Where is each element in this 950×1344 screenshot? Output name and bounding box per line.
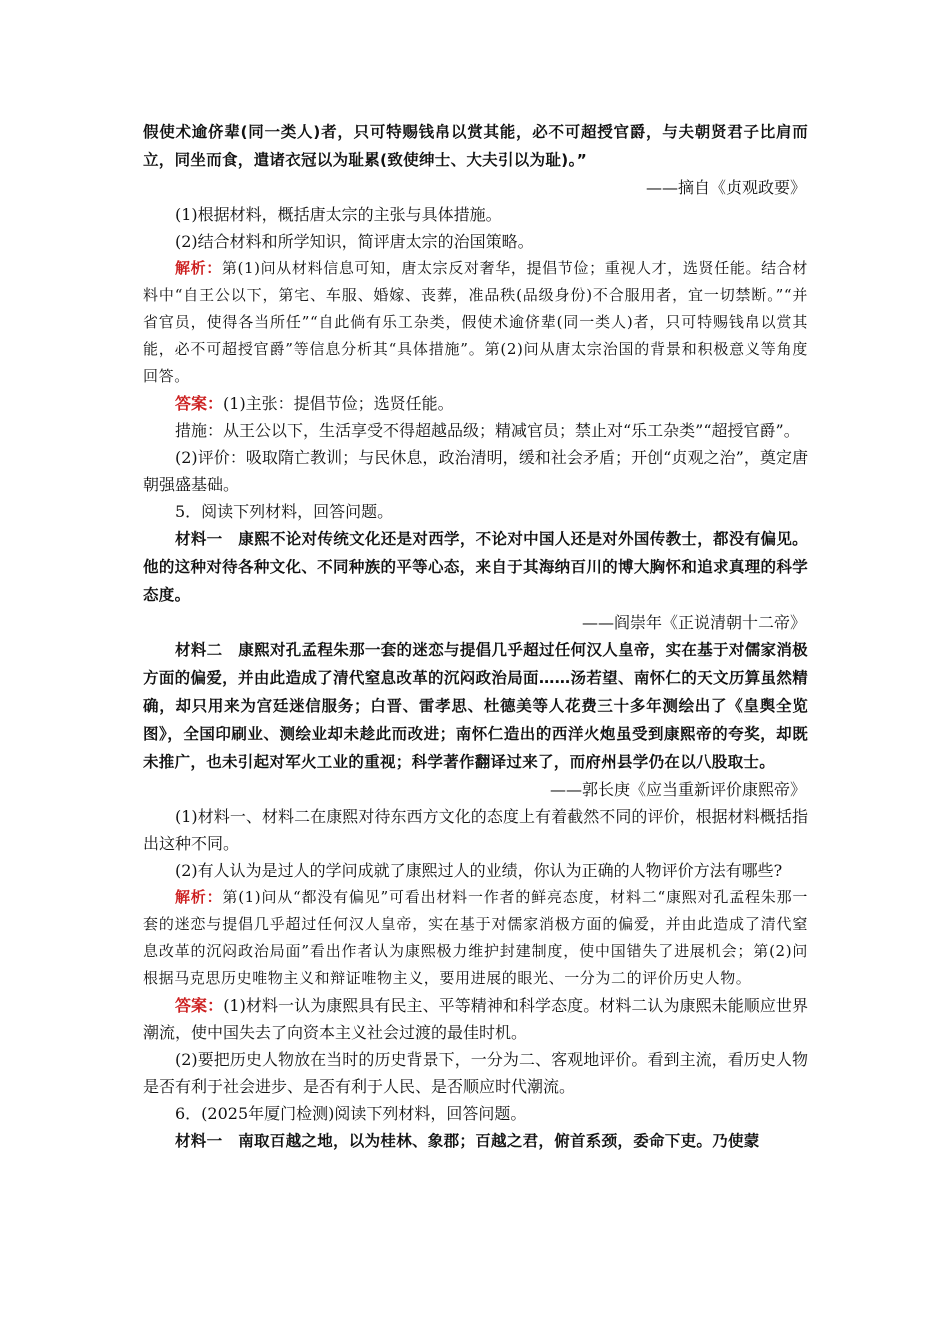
document-page [143, 118, 808, 1155]
source-citation: ——郭长庚《应当重新评价康熙帝》 [549, 780, 806, 799]
question-intro: 6．(2025年厦门检测)阅读下列材料，回答问题。 [175, 1104, 527, 1123]
source-citation: ——摘自《贞观政要》 [645, 178, 806, 197]
material-two: 材料二 康熙对孔孟程朱那一套的迷恋与提倡几乎超过任何汉人皇帝，实在基于对儒家消极方面的偏爱，并由此造成了清代窒息改革的沉闷政治局面……汤若望、南怀仁的天文历算虽然精确，却只用来为宫廷迷信服务；白晋、雷孝思、杜德美等人花费三十多年测绘出了《皇舆全览图》，全国印刷业、测绘业却未趁此而改进；南怀仁造出的西洋火炮虽受到康熙帝的夸奖，却既未推广，也未引起对军火工业的重视；科学著作翻译过来了，而府州县学仍在以八股取士。 [143, 641, 808, 771]
material-one: 材料一 南取百越之地，以为桂林、象郡；百越之君，俯首系颈，委命下吏。乃使蒙 [175, 1132, 760, 1150]
answer-label: 答案： [175, 996, 224, 1015]
question-1: (1)材料一、材料二在康熙对待东西方文化的态度上有着截然不同的评价，根据材料概括指出这种不同。 [143, 807, 808, 853]
material-one: 材料一 康熙不论对传统文化还是对西学，不论对中国人还是对外国传教士，都没有偏见。他的这种对待各种文化、不同种族的平等心态，来自于其海纳百川的博大胸怀和追求真理的科学态度。 [143, 530, 808, 604]
question-intro: 5．阅读下列材料，回答问题。 [175, 502, 394, 521]
answer-paragraph [143, 390, 808, 417]
question-2: (2)有人认为是过人的学问成就了康熙过人的业绩，你认为正确的人物评价方法有哪些? [175, 861, 783, 880]
analysis-paragraph [143, 884, 808, 992]
source-citation: ——阎崇年《正说清朝十二帝》 [581, 613, 806, 632]
analysis-text: 第(1)问从材料信息可知，唐太宗反对奢华，提倡节俭；重视人才，选贤任能。结合材料中“自王公以下，第宅、车服、婚嫁、丧葬，准品秩(品级身份)不合服用者，宜一切禁断。”“并省官员，使得各当所任”“自此倘有乐工杂类，假使术逾侪辈(同一类人)者，只可特赐钱帛以赏其能，必不可超授官爵”等信息分析其“具体措施”。第(2)问从唐太宗治国的背景和积极意义等角度回答。 [143, 259, 808, 385]
analysis-label: 解析： [175, 259, 222, 277]
analysis-text: 第(1)问从“都没有偏见”可看出材料一作者的鲜亮态度，材料二“康熙对孔孟程朱那一套的迷恋与提倡几乎超过任何汉人皇帝，实在基于对儒家消极方面的偏爱，并由此造成了清代窒息改革的沉闷政治局面”看出作者认为康熙极力维护封建制度，使中国错失了进展机会；第(2)问根据马克思历史唯物主义和辩证唯物主义，要用进展的眼光、一分为二的评价历史人物。 [143, 888, 808, 987]
analysis-label: 解析： [175, 888, 223, 906]
answer-text: (1)材料一认为康熙具有民主、平等精神和科学态度。材料二认为康熙未能顺应世界潮流，使中国失去了向资本主义社会过渡的最佳时机。 [143, 996, 808, 1042]
answer-method: (2)要把历史人物放在当时的历史背景下，一分为二、客观地评价。看到主流，看历史人物是否有利于社会进步、是否有利于人民、是否顺应时代潮流。 [143, 1050, 808, 1096]
question-1: (1)根据材料，概括唐太宗的主张与具体措施。 [175, 205, 502, 224]
answer-text: (1)主张：提倡节俭；选贤任能。 [223, 394, 454, 413]
question-2: (2)结合材料和所学知识，简评唐太宗的治国策略。 [175, 232, 534, 251]
answer-label: 答案： [175, 394, 224, 413]
material-text: 假使术逾侪辈(同一类人)者，只可特赐钱帛以赏其能，必不可超授官爵，与夫朝贤君子比肩而立，同坐而食，遣诸衣冠以为耻累(致使绅士、大夫引以为耻)。” [143, 123, 808, 169]
analysis-paragraph [143, 255, 808, 390]
answer-paragraph [143, 992, 808, 1046]
answer-evaluation: (2)评价：吸取隋亡教训；与民休息，政治清明，缓和社会矛盾；开创“贞观之治”，奠定唐朝强盛基础。 [143, 448, 808, 494]
answer-measures: 措施：从王公以下，生活享受不得超越品级；精减官员；禁止对“乐工杂类”“超授官爵”。 [175, 421, 800, 440]
